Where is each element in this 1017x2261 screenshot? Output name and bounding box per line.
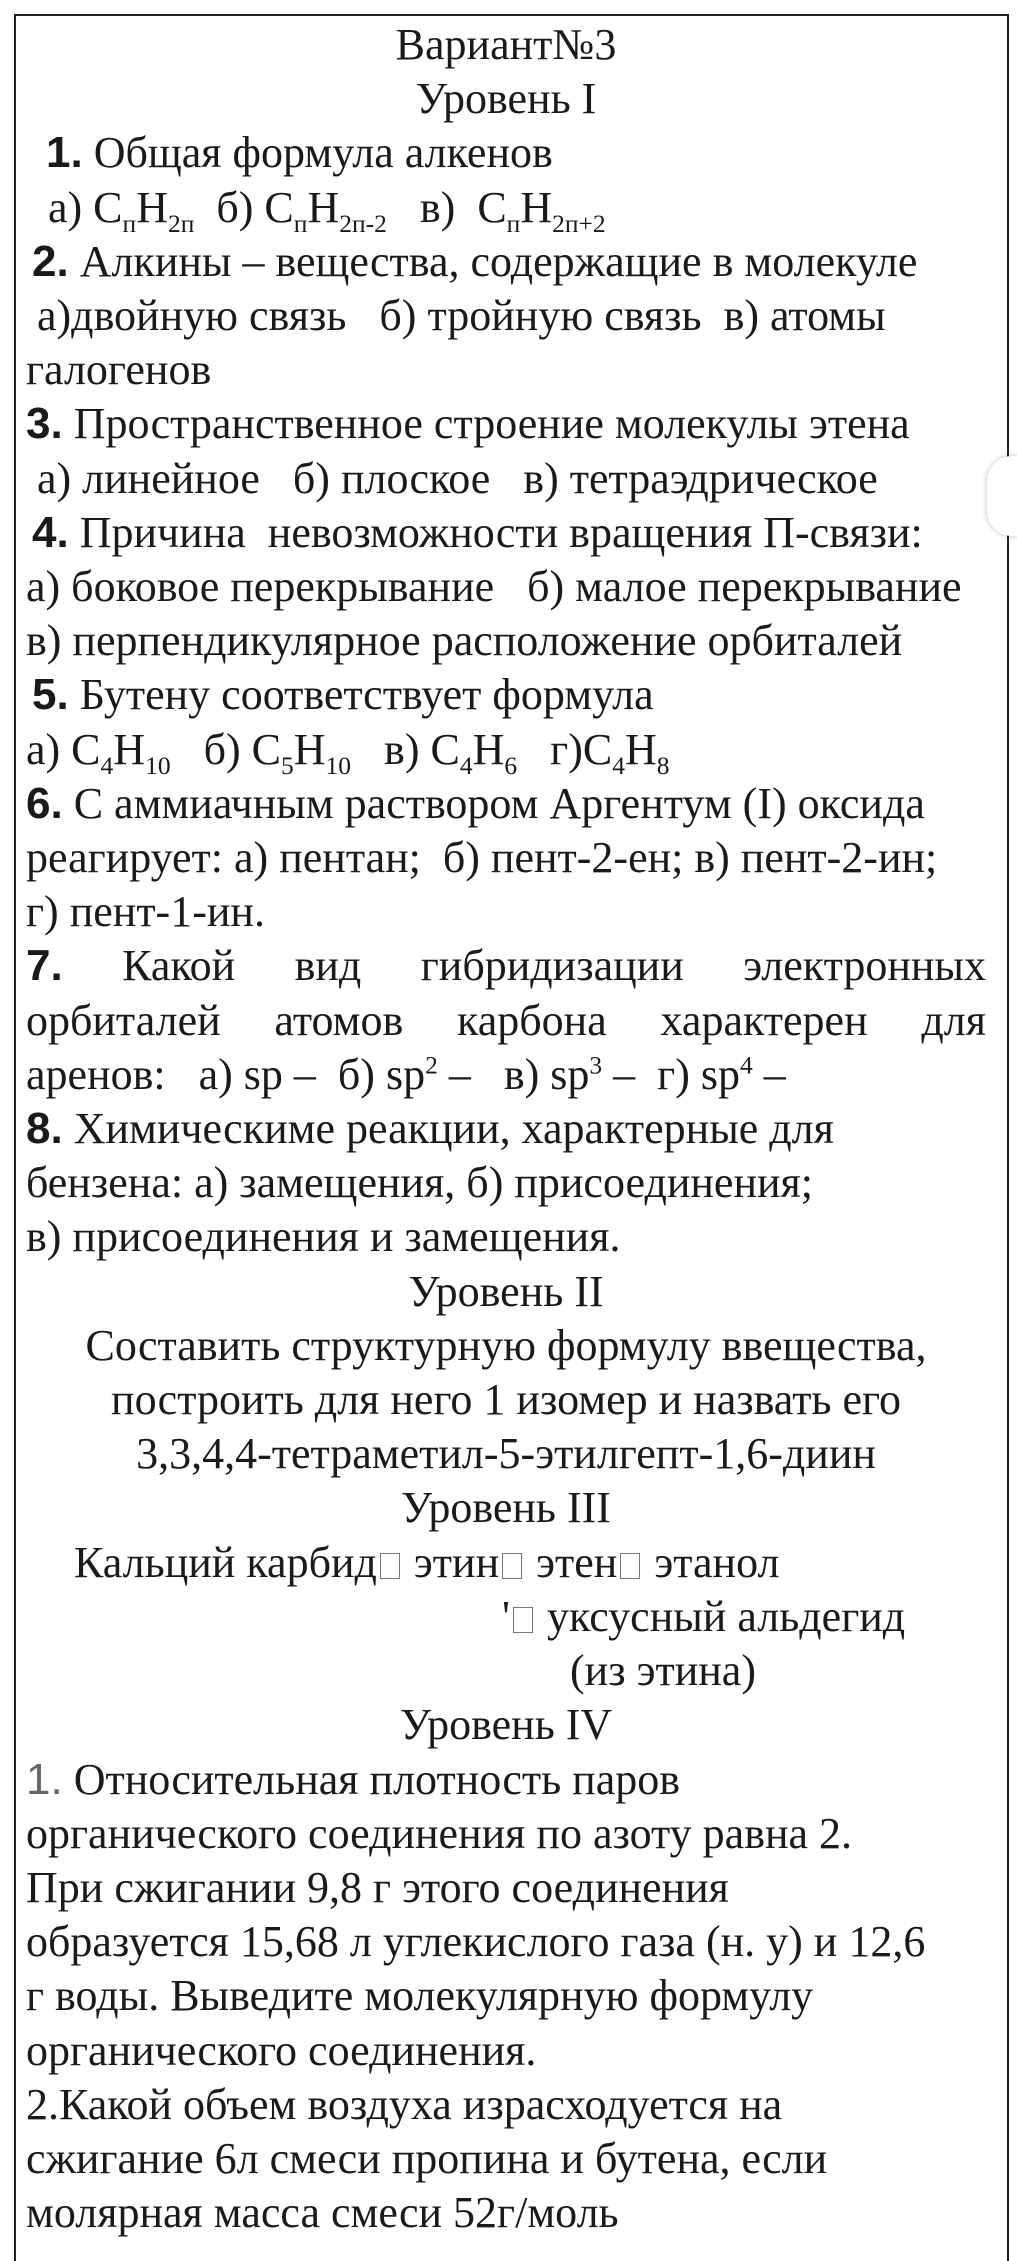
formula-part: H [307,182,340,232]
level2-line-3: 3,3,4,4-тетраметил-5-этилгепт-1,6-диин [136,1429,876,1479]
reagent-calcium-carbide: Кальций карбид [74,1537,377,1587]
superscript: 2 [425,1050,438,1080]
subscript: 4 [459,750,473,780]
level2-line-2: построить для него 1 изомер и назвать его [111,1375,901,1425]
option-c: в) C [386,182,507,232]
question-1 [26,126,986,180]
question-text: Бутену соответствует формула [68,670,654,720]
text-part: – [752,1049,786,1099]
level4-problem-2-line-3: молярная масса смеси 52г/моль [26,2188,619,2238]
question-text: Какой вид гибридизации электронных [62,941,986,991]
question-number: 8. [26,1104,63,1154]
reagent-ethyne: этин [402,1537,500,1587]
subscript: 5 [280,750,294,780]
question-7-line-2: орбиталей атомов карбона характерен для [26,995,986,1045]
subscript: 4 [100,750,114,780]
level4-heading: Уровень IV [399,1700,613,1750]
question-text: С аммиачным раствором Аргентум (I) оксида [62,778,925,828]
missing-arrow-glyph [380,1553,400,1579]
level4-problem-1-line-5: г воды. Выведите молекулярную формулу [26,1971,814,2021]
level4-problem-1-line-2: органического соединения по азоту равна 2. [26,1808,853,1858]
subscript: 6 [504,750,518,780]
question-number: 2. [32,236,69,286]
question-number: 4. [32,507,69,557]
question-3 [26,397,986,451]
formula-part: H [624,724,657,774]
document-body [26,0,986,2240]
question-text: Пространственное строение молекулы этена [62,399,910,449]
subscript: 8 [656,750,670,780]
text-part: – в) sp [437,1049,590,1099]
reagent-acetaldehyde: уксусный альдегид [535,1591,906,1641]
question-7 [26,939,986,993]
option-b: б) C [170,724,281,774]
question-text: Общая формула алкенов [82,128,553,178]
problem-number: 1. [26,1754,63,1804]
level4-problem-1-line-1 [26,1753,986,1807]
problem-text: Относительная плотность паров [62,1754,680,1804]
question-8-line-2: бензена: а) замещения, б) присоединения; [26,1158,814,1208]
question-7-line-3 [26,1048,986,1102]
variant-title: Вариант№3 [395,20,617,69]
subscript: 10 [145,750,171,780]
level2-heading: Уровень II [408,1266,604,1316]
question-number: 6. [26,778,63,828]
level4-problem-1-line-3: При сжигании 9,8 г этого соединения [26,1862,729,1912]
option-c: в) C [351,724,460,774]
question-number: 3. [26,399,63,449]
text-part: – г) sp [602,1049,740,1099]
question-4-options-1: а) боковое перекрывание б) малое перекрывание [26,562,962,612]
question-6-line-2: реагирует: а) пентан; б) пент-2-ен; в) пент-2-ин; [26,833,938,883]
superscript: 3 [589,1050,603,1080]
question-3-options: а) линейное б) плоское в) тетраэдрическое [26,453,878,503]
subscript: 2п+2 [552,208,606,238]
formula-part: H [113,724,146,774]
missing-arrow-glyph [502,1553,522,1579]
level3-note [26,1644,986,1698]
formula-part: H [520,182,553,232]
level3-chain [26,1536,986,1590]
subscript: 2п-2 [339,208,387,238]
subscript: п [122,208,137,238]
missing-arrow-glyph [620,1553,640,1579]
level2-line-1: Составить структурную формулу ввещества, [85,1320,927,1370]
level1-heading: Уровень I [415,74,597,124]
quote-mark: ' [502,1591,510,1641]
question-4-options-2: в) перпендикулярное расположение орбиталей [26,616,903,666]
subscript: 2п [167,208,195,238]
floating-scroll-handle[interactable] [987,456,1017,536]
formula-part: H [136,182,168,232]
reagent-ethene: этен [525,1537,618,1587]
option-a: а) C [26,182,123,232]
question-8-line-3: в) присоединения и замещения. [26,1212,621,1262]
subscript: п [506,208,521,238]
level4-problem-2-line-1: 2.Какой объем воздуха израсходуется на [26,2079,783,2129]
note-from-ethyne: (из этина) [570,1646,756,1696]
level3-branch [26,1590,986,1644]
option-d: г)C [517,724,613,774]
question-text: Причина невозможности вращения П-связи: [68,507,923,557]
level4-problem-1-line-6: органического соединения. [26,2025,537,2075]
superscript: 4 [740,1050,753,1080]
question-text: Алкины – вещества, содержащие в молекуле [68,236,918,286]
level4-problem-2-line-2: сжигание 6л смеси пропина и бутена, если [26,2133,828,2183]
formula-part: H [293,724,326,774]
level3-heading: Уровень III [401,1483,611,1533]
question-number: 7. [26,941,63,991]
question-6-line-3: г) пент-1-ин. [26,887,265,937]
question-5 [26,668,986,722]
subscript: п [293,208,308,238]
option-a: а) C [26,724,101,774]
question-4 [26,506,986,560]
question-8 [26,1102,986,1156]
question-number: 5. [32,670,69,720]
subscript: 10 [325,750,352,780]
question-6 [26,777,986,831]
reagent-ethanol: этанол [643,1537,780,1587]
question-2 [26,235,986,289]
option-b: б) C [194,182,294,232]
question-text: Химическиме реакции, характерные для [62,1104,834,1154]
question-5-options [26,723,986,780]
text-part: аренов: а) sp – б) sp [26,1049,426,1099]
level4-problem-1-line-4: образуется 15,68 л углекислого газа (н. у) и 12,6 [26,1917,926,1967]
question-number: 1. [46,128,83,178]
missing-arrow-glyph [513,1607,533,1633]
formula-part: H [472,724,505,774]
question-1-options [26,181,986,238]
subscript: 4 [612,750,625,780]
question-2-options-cont: галогенов [26,345,212,395]
question-2-options: а)двойную связь б) тройную связь в) атомы [26,291,886,341]
